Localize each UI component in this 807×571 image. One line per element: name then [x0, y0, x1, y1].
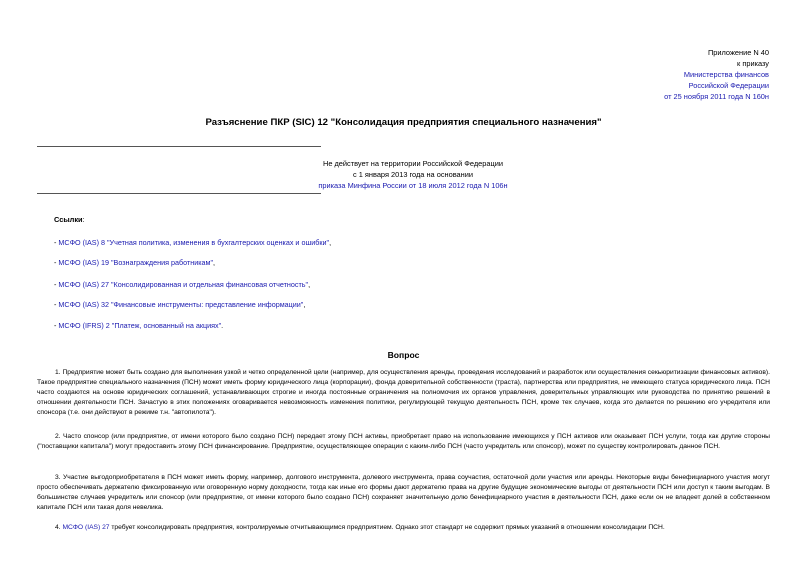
- paragraph-1: 1. Предприятие может быть создано для выполнения узкой и четко определенной цели (например, для осуществления аренды, проведения исследований и разработок или осуществления секьюритизации финансовых активов). Такое предприятие специального назначения (ПСН) может иметь форму юридического лица (корпорации), фонда доверительной собственности (траста), партнерства или предприятия, не имеющего статуса юридического лица. ПСН часто создаются на основе юридических соглашений, устанавливающих строгие и иногда постоянные ограничения на полномочия их органов управления, доверительных управляющих или руководства по принятию решений в отношении деятельности ПСН. Зачастую в этих положениях оговаривается невозможность изменения политики, регулирующей текущую деятельность ПСН, кроме тех случаев, когда это делается по решению его учредителя или спонсора (т.е. они действуют в режиме т.н. "автопилота").: [37, 369, 770, 416]
- status-notice: [293, 158, 533, 191]
- reference-item: [54, 280, 310, 289]
- status-order-link[interactable]: приказа Минфина России от 18 июля 2012 года N 106н: [318, 181, 508, 190]
- document-title: Разъяснение ПКР (SIC) 12 "Консолидация предприятия специального назначения": [205, 117, 602, 128]
- references-heading: [54, 215, 85, 224]
- appendix-header: [664, 47, 769, 102]
- reference-suffix: ,: [329, 238, 332, 247]
- paragraph-2: 2. Часто спонсор (или предприятие, от имени которого было создано ПСН) передает этому ПСН активы, приобретает право на использование имеющихся у ПСН активов или оказывает ПСН услуги, тогда как другие стороны ("поставщики капитала") могут предоставить этому ПСН финансирование. Предприятие, осуществляющее операции с каким-либо ПСН (часто учредитель или спонсор), может по существу контролировать данное ПСН.: [37, 433, 770, 450]
- paragraph-4-text: требует консолидировать предприятия, контролируемые отчитывающимся предприятием. Однако этот стандарт не содержит прямых указаний в отношении консолидации ПСН.: [109, 524, 665, 531]
- paragraph-4: [37, 523, 770, 533]
- paragraph-3: 3. Участие выгодоприобретателя в ПСН может иметь форму, например, долгового инструмента, долевого инструмента, права соучастия, остаточной доли участия или аренды. Некоторые виды бенефициарного участия могут просто обеспечивать держателю фиксированную или оговоренную норму доходности, тогда как иные его формы дают держателю права на другие будущие экономические выгоды от деятельности ПСН или доступ к таким выгодам. В большинстве случаев учредитель или спонсор (или предприятие, от имени которого было создано ПСН) сохраняет значительную долю бенефициарного участия в деятельности ПСН, даже если он не владеет долей в собственном капитале ПСН или такая доля невелика.: [37, 474, 770, 511]
- references-heading-colon: :: [82, 215, 85, 224]
- country-link[interactable]: Российской Федерации: [688, 81, 769, 90]
- section-title: Вопрос: [387, 350, 420, 360]
- paragraph-4-number: 4.: [55, 524, 63, 531]
- appendix-to-order: к приказу: [737, 59, 769, 68]
- reference-suffix: ,: [308, 280, 311, 289]
- reference-link-ias19[interactable]: МСФО (IAS) 19 "Вознаграждения работникам": [58, 258, 214, 267]
- reference-suffix: ,: [303, 300, 306, 309]
- ministry-link[interactable]: Министерства финансов: [683, 70, 769, 79]
- order-date-link[interactable]: от 25 ноября 2011 года N 160н: [664, 92, 769, 101]
- reference-prefix: -: [54, 238, 59, 247]
- reference-prefix: -: [54, 300, 59, 309]
- reference-item: [54, 238, 331, 247]
- reference-item: [54, 321, 223, 330]
- reference-link-ias8[interactable]: МСФО (IAS) 8 "Учетная политика, изменения в бухгалтерских оценках и ошибки": [58, 238, 330, 247]
- appendix-number: Приложение N 40: [707, 48, 769, 57]
- reference-prefix: -: [54, 258, 59, 267]
- reference-link-ifrs2[interactable]: МСФО (IFRS) 2 "Платеж, основанный на акциях": [58, 321, 222, 330]
- reference-prefix: -: [54, 321, 59, 330]
- status-line-1: Не действует на территории Российской Федерации: [322, 159, 503, 168]
- reference-suffix: .: [221, 321, 224, 330]
- reference-item: [54, 258, 215, 267]
- references-heading-text: Ссылки: [54, 215, 83, 224]
- reference-suffix: ,: [213, 258, 216, 267]
- reference-item: [54, 300, 305, 309]
- reference-link-ias32[interactable]: МСФО (IAS) 32 "Финансовые инструменты: представление информации": [58, 300, 304, 309]
- divider-top: [37, 146, 321, 147]
- status-line-2: с 1 января 2013 года на основании: [352, 170, 474, 179]
- paragraph-4-ias27-link[interactable]: МСФО (IAS) 27: [62, 524, 110, 531]
- reference-link-ias27[interactable]: МСФО (IAS) 27 "Консолидированная и отдельная финансовая отчетность": [58, 280, 309, 289]
- divider-bottom: [37, 193, 321, 194]
- reference-prefix: -: [54, 280, 59, 289]
